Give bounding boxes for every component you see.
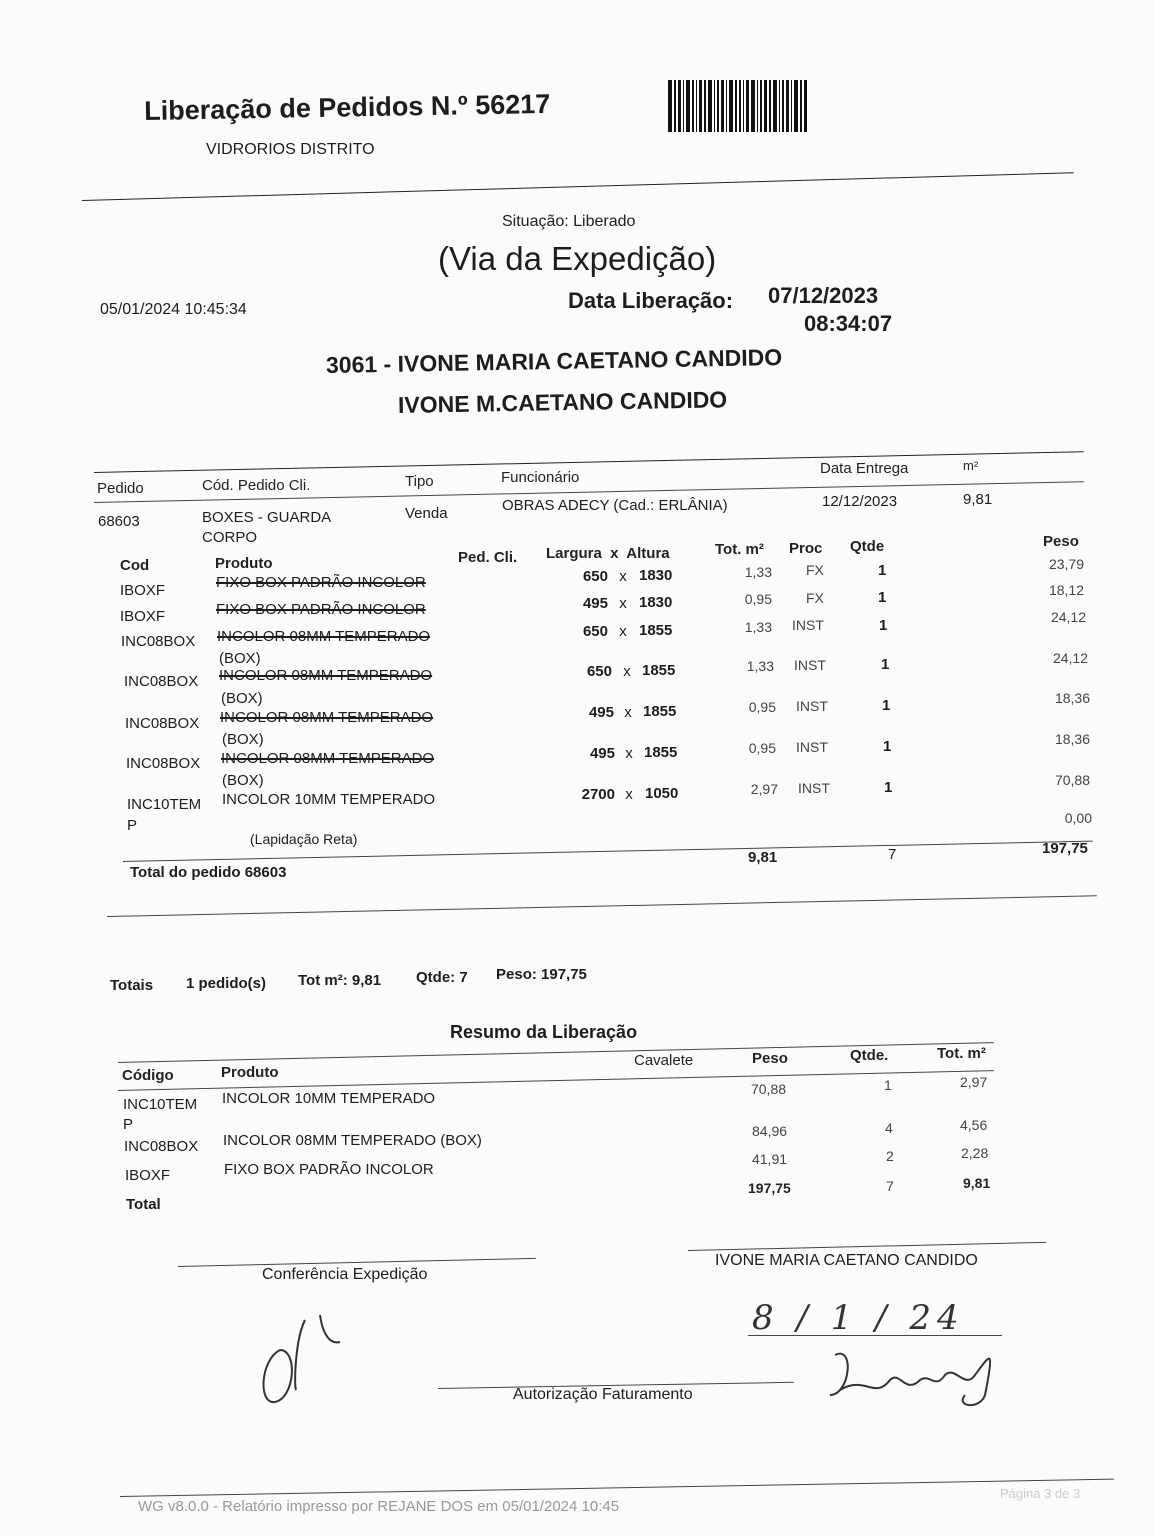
order-funcionario: OBRAS ADECY (Cad.: ERLÂNIA) xyxy=(502,497,728,514)
items-col-qtde: Qtde xyxy=(850,538,885,555)
item-tot-m2: 1,33 xyxy=(746,658,774,674)
resumo-row-peso: 84,96 xyxy=(752,1123,788,1139)
item-proc: INST xyxy=(796,698,828,714)
item-produto: INCOLOR 08MM TEMPERADO xyxy=(221,750,435,767)
item-x: x xyxy=(619,595,627,612)
resumo-row-tot-m2: 4,56 xyxy=(960,1117,988,1133)
data-liberacao-label: Data Liberação: xyxy=(568,288,734,313)
item-produto: INCOLOR 08MM TEMPERADO xyxy=(220,709,434,726)
item-proc: INST xyxy=(798,780,830,796)
resumo-col-qtde: Qtde. xyxy=(850,1047,889,1064)
item-qtde: 1 xyxy=(883,738,892,755)
item-largura: 495 xyxy=(582,595,608,612)
order-total-peso: 197,75 xyxy=(1042,840,1088,857)
order-total-m2: 9,81 xyxy=(748,849,778,866)
item-tot-m2: 0,95 xyxy=(744,591,772,607)
order-total-label: Total do pedido 68603 xyxy=(130,864,287,881)
status-situacao: Situação: Liberado xyxy=(502,213,636,230)
item-largura: 495 xyxy=(589,745,615,762)
order-cod-cli-2: CORPO xyxy=(202,529,258,546)
resumo-total-peso: 197,75 xyxy=(748,1180,791,1196)
lapidacao-note: (Lapidação Reta) xyxy=(250,831,358,847)
order-tipo: Venda xyxy=(405,505,448,522)
item-tot-m2: 0,95 xyxy=(748,699,776,715)
items-col-ped-cli: Ped. Cli. xyxy=(458,549,518,566)
resumo-row-peso: 70,88 xyxy=(751,1081,787,1097)
resumo-row-tot-m2: 2,28 xyxy=(961,1145,989,1161)
item-largura: 2700 xyxy=(581,786,615,803)
resumo-row-codigo: INC10TEM xyxy=(123,1096,198,1113)
item-tot-m2: 0,95 xyxy=(748,740,776,756)
item-cod: IBOXF xyxy=(120,608,166,625)
order-cod-cli-1: BOXES - GUARDA xyxy=(202,509,332,526)
item-qtde: 1 xyxy=(882,697,891,714)
totais-qtde: Qtde: 7 xyxy=(416,969,468,986)
item-proc: FX xyxy=(806,590,824,606)
item-produto: INCOLOR 08MM TEMPERADO xyxy=(219,667,433,684)
resumo-row-qtde: 4 xyxy=(885,1120,893,1136)
item-tot-m2: 1,33 xyxy=(744,619,772,635)
item-tot-m2: 1,33 xyxy=(744,564,772,580)
item-qtde: 1 xyxy=(878,562,887,579)
item-qtde: 1 xyxy=(881,656,890,673)
client-signature-name: IVONE MARIA CAETANO CANDIDO xyxy=(715,1252,978,1269)
item-proc: INST xyxy=(796,739,828,755)
item-produto: FIXO BOX PADRÃO INCOLOR xyxy=(216,601,426,618)
extra-peso: 0,00 xyxy=(1064,810,1092,826)
handwritten-signature-ok xyxy=(250,1290,370,1410)
totais-peso: Peso: 197,75 xyxy=(496,966,587,983)
item-cod: INC10TEM xyxy=(127,796,202,813)
header-divider xyxy=(82,172,1074,201)
col-pedido: Pedido xyxy=(97,480,144,497)
item-altura: 1855 xyxy=(643,703,677,720)
footer-printed-by: WG v8.0.0 - Relatório impresso por REJANE DOS em 05/01/2024 10:45 xyxy=(138,1498,620,1515)
item-peso: 18,36 xyxy=(1054,731,1090,747)
order-top-rule xyxy=(94,451,1084,473)
item-qtde: 1 xyxy=(879,617,888,634)
handwritten-signature-client xyxy=(815,1335,1005,1415)
item-altura: 1830 xyxy=(639,567,673,584)
item-proc: INST xyxy=(794,657,826,673)
client-short-name: IVONE M.CAETANO CANDIDO xyxy=(397,386,728,418)
resumo-row-peso: 41,91 xyxy=(752,1151,788,1167)
item-altura: 1050 xyxy=(645,785,679,802)
resumo-total-qtde: 7 xyxy=(886,1178,894,1194)
items-col-peso: Peso xyxy=(1043,533,1079,550)
resumo-col-codigo: Código xyxy=(122,1067,174,1084)
resumo-row-produto: INCOLOR 08MM TEMPERADO (BOX) xyxy=(223,1132,482,1149)
resumo-row-produto: INCOLOR 10MM TEMPERADO xyxy=(222,1090,436,1107)
item-produto-2: (BOX) xyxy=(221,690,263,707)
item-proc: INST xyxy=(792,617,824,633)
resumo-row-qtde: 2 xyxy=(886,1148,894,1164)
data-liberacao-time: 08:34:07 xyxy=(804,311,893,336)
company-name: VIDRORIOS DISTRITO xyxy=(206,141,375,158)
resumo-row-produto: FIXO BOX PADRÃO INCOLOR xyxy=(224,1161,434,1178)
data-liberacao-date: 07/12/2023 xyxy=(768,283,879,308)
item-cod: INC08BOX xyxy=(126,755,201,772)
item-produto-2: (BOX) xyxy=(222,731,264,748)
totais-label: Totais xyxy=(110,977,154,994)
col-tipo: Tipo xyxy=(405,473,434,490)
col-m2: m² xyxy=(963,458,979,473)
totais-m2: Tot m²: 9,81 xyxy=(298,972,382,989)
item-qtde: 1 xyxy=(878,589,887,606)
item-largura: 650 xyxy=(582,568,608,585)
resumo-col-produto: Produto xyxy=(221,1064,279,1081)
item-cod: IBOXF xyxy=(120,582,166,599)
item-produto-2: (BOX) xyxy=(222,772,264,789)
autorizacao-label: Autorização Faturamento xyxy=(513,1386,693,1403)
item-largura: 650 xyxy=(582,623,608,640)
client-name: 3061 - IVONE MARIA CAETANO CANDIDO xyxy=(325,344,783,378)
resumo-row-codigo-2: P xyxy=(123,1116,134,1133)
item-cod: INC08BOX xyxy=(124,673,199,690)
col-funcionario: Funcionário xyxy=(501,469,580,486)
item-x: x xyxy=(619,623,627,640)
section-divider xyxy=(107,895,1097,917)
item-x: x xyxy=(625,786,633,803)
conferencia-label: Conferência Expedição xyxy=(262,1266,428,1283)
footer-rule xyxy=(120,1479,1114,1497)
item-largura: 650 xyxy=(586,663,612,680)
resumo-total-tot-m2: 9,81 xyxy=(963,1175,991,1191)
printed-datetime: 05/01/2024 10:45:34 xyxy=(100,301,247,318)
resumo-col-tot-m2: Tot. m² xyxy=(937,1045,986,1062)
item-qtde: 1 xyxy=(884,779,893,796)
item-cod: INC08BOX xyxy=(125,715,200,732)
footer-page: Página 3 de 3 xyxy=(1000,1486,1081,1501)
item-tot-m2: 2,97 xyxy=(750,781,778,797)
resumo-col-cavalete: Cavalete xyxy=(634,1052,694,1069)
resumo-title: Resumo da Liberação xyxy=(450,1022,638,1042)
items-col-cod: Cod xyxy=(120,557,150,574)
col-cod-pedido-cli: Cód. Pedido Cli. xyxy=(202,477,311,494)
item-cod-2: P xyxy=(127,817,138,834)
resumo-total-label: Total xyxy=(126,1196,161,1213)
item-largura: 495 xyxy=(588,704,614,721)
resumo-row-codigo: INC08BOX xyxy=(124,1138,199,1155)
item-proc: FX xyxy=(806,562,824,578)
totais-pedidos: 1 pedido(s) xyxy=(186,975,267,992)
document-title: Liberação de Pedidos N.º 56217 xyxy=(144,88,551,126)
item-x: x xyxy=(619,568,627,585)
resumo-row-tot-m2: 2,97 xyxy=(960,1074,988,1090)
handwritten-date: 8 / 1 / 24 xyxy=(752,1298,965,1338)
col-data-entrega: Data Entrega xyxy=(820,460,909,477)
item-x: x xyxy=(625,745,633,762)
item-produto: INCOLOR 10MM TEMPERADO xyxy=(222,791,436,808)
order-data-entrega: 12/12/2023 xyxy=(822,493,898,510)
item-produto: INCOLOR 08MM TEMPERADO xyxy=(217,628,431,645)
item-peso: 24,12 xyxy=(1050,609,1086,625)
item-x: x xyxy=(624,704,632,721)
items-col-largura-altura: Largura x Altura xyxy=(546,545,670,562)
item-altura: 1855 xyxy=(639,622,673,639)
order-total-qtde: 7 xyxy=(888,846,897,863)
item-peso: 23,79 xyxy=(1048,556,1084,572)
item-x: x xyxy=(623,663,631,680)
item-cod: INC08BOX xyxy=(121,633,196,650)
item-altura: 1855 xyxy=(644,744,678,761)
resumo-row-qtde: 1 xyxy=(884,1077,892,1093)
item-produto: FIXO BOX PADRÃO INCOLOR xyxy=(216,574,426,591)
item-altura: 1855 xyxy=(642,662,676,679)
via-label: (Via da Expedição) xyxy=(438,240,717,277)
item-produto-2: (BOX) xyxy=(219,650,261,667)
resumo-row-codigo: IBOXF xyxy=(125,1167,171,1184)
item-peso: 24,12 xyxy=(1052,650,1088,666)
item-peso: 18,12 xyxy=(1048,582,1084,598)
items-col-proc: Proc xyxy=(789,540,823,557)
item-peso: 18,36 xyxy=(1054,690,1090,706)
items-col-tot-m2: Tot. m² xyxy=(715,541,764,558)
item-altura: 1830 xyxy=(639,594,673,611)
item-peso: 70,88 xyxy=(1054,772,1090,788)
order-m2: 9,81 xyxy=(963,491,993,508)
client-signature-line xyxy=(688,1242,1046,1251)
resumo-col-peso: Peso xyxy=(752,1050,788,1067)
items-col-produto: Produto xyxy=(215,555,273,572)
order-pedido: 68603 xyxy=(98,513,140,530)
barcode xyxy=(668,80,844,132)
